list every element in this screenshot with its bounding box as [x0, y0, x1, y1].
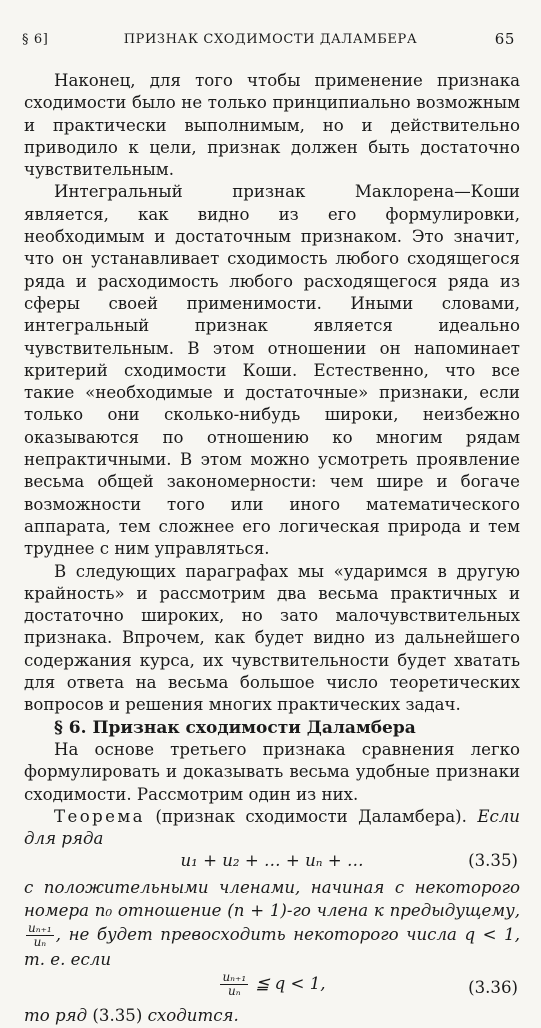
theorem-condition — [24, 877, 520, 971]
page-body — [24, 70, 520, 1028]
conclusion-reference: (3.35) — [92, 1006, 143, 1026]
equation-number: (3.35) — [468, 851, 518, 871]
fraction2-denominator: uₙ — [228, 984, 241, 999]
theorem-lead: Если для ряда — [24, 806, 520, 849]
theorem-statement — [24, 806, 520, 851]
condition-line-b: n₀ отношение (n + 1)-го члена к предыдущему, — [94, 900, 520, 920]
theorem-label: Теорема — [54, 806, 145, 826]
header-title: ПРИЗНАК СХОДИМОСТИ ДАЛАМБЕРА — [123, 32, 418, 47]
formula-3-35 — [24, 850, 520, 877]
conclusion-start: то ряд — [24, 1006, 88, 1026]
paragraph-3: В следующих параграфах мы «ударимся в другую крайность» и рассмотрим два весьма практичных и достаточно широких, но зато малочувствительных признака. Впрочем, как будет видно из дальнейшего содержания курса, их чувствительности будет хватать для ответа на весьма большое число теоретических вопросов и решения многих практических задач. — [24, 561, 520, 715]
condition-line-a: с положительными членами, начиная с некоторого номера — [24, 878, 520, 920]
running-header — [22, 30, 519, 50]
paragraph-2: Интегральный признак Маклорена—Коши является, как видно из его формулировки, необходимым и достаточным признаком. Это значит, что он устанавливает сходимость любого сходящегося ряда и расходимость любого расходящегося ряда из сферы своей применимости. Иными словами, интегральный признак является идеально чувствительным. В этом отношении он напоминает критерий сходимости Коши. Естественно, что все такие «необходимые и достаточные» признаки, если только они сколько-нибудь широки, неизбежно оказываются по отношению ко многим рядам непрактичными. В этом можно усмотреть проявление весьма общей закономерности: чем шире и богаче возможности того или иного математического аппарата, тем сложнее его логическая природа и тем труднее с ним управляться. — [24, 182, 520, 559]
fraction-denominator: uₙ — [33, 934, 47, 949]
paragraph-1: Наконец, для того чтобы применение признака сходимости было не только принципиально возможным и практически выполнимым, но и действительно приводило к цели, признак должен быть достаточно чувствительным. — [24, 71, 520, 180]
theorem-name: (признак сходимости Даламбера). — [155, 806, 467, 826]
fraction-numerator: uₙ₊₁ — [28, 920, 52, 935]
ratio-inequality — [218, 970, 326, 999]
theorem-conclusion — [24, 1005, 520, 1027]
fraction2-numerator: uₙ₊₁ — [222, 970, 247, 985]
series-expression: u₁ + u₂ + … + uₙ + … — [180, 851, 364, 871]
ratio-fraction-2 — [220, 971, 248, 998]
section-heading: § 6. Признак сходимости Даламбера — [54, 717, 416, 738]
condition-line-d: будет превосходить некоторого числа q < 1, т. е. если — [24, 924, 520, 969]
condition-line-c: , не — [55, 924, 90, 944]
inequality-tail: ≦ q < 1, — [255, 974, 326, 994]
formula-3-36 — [24, 971, 520, 1005]
equation-number-2: (3.36) — [468, 978, 518, 998]
page-number: 65 — [494, 30, 515, 48]
header-section: § 6] — [22, 32, 49, 47]
conclusion-end: сходится. — [147, 1006, 239, 1026]
ratio-fraction — [26, 922, 54, 949]
section-intro: На основе третьего признака сравнения легко формулировать и доказывать весьма удобные признаки сходимости. Рассмотрим один из них. — [24, 739, 520, 804]
